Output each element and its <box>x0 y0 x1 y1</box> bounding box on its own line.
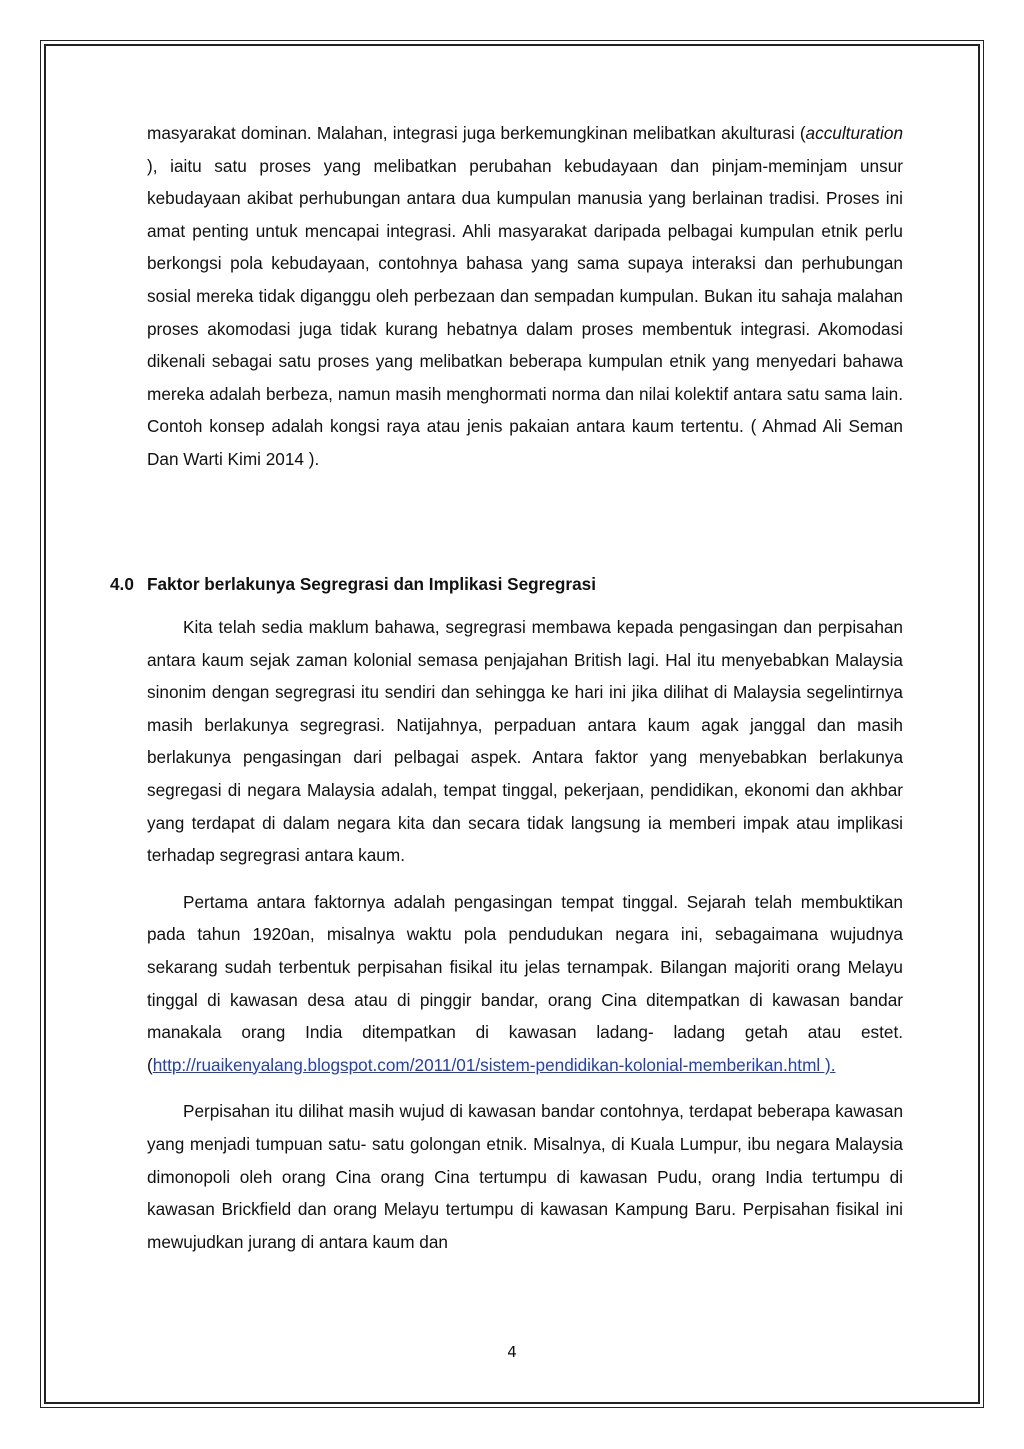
paragraph-residence: Pertama antara faktornya adalah pengasingan tempat tinggal. Sejarah telah membuktikan pada tahun 1920an, misalnya waktu pola pendudukan negara ini, sebagaimana wujudnya sekarang sudah terbentuk perpisahan fisikal itu jelas ternampak. Bilangan majoriti orang Melayu tinggal di kawasan desa atau di pinggir bandar, orang Cina ditempatkan di kawasan bandar manakala orang India ditempatkan di kawasan ladang- ladang getah atau estet. (http://ruaikenyalang.blogspot.com/2011/01/sistem-pendidikan-kolonial-memberikan.html ). <box>147 891 903 1075</box>
content-block-section <box>147 611 903 1258</box>
page-number: 4 <box>507 1343 517 1361</box>
section-title: Faktor berlakunya Segregrasi dan Implikasi Segregrasi <box>147 574 596 594</box>
paragraph-intro-segregation: Kita telah sedia maklum bahawa, segregrasi membawa kepada pengasingan dan perpisahan antara kaum sejak zaman kolonial semasa penjajahan British lagi. Hal itu menyebabkan Malaysia sinonim dengan segregrasi itu sendiri dan sehingga ke hari ini jika dilihat di Malaysia segelintirnya masih berlakunya segregrasi. Natijahnya, perpaduan antara kaum agak janggal dan masih berlakunya pengasingan dari pelbagai aspek. Antara faktor yang menyebabkan berlakunya segregasi di negara Malaysia adalah, tempat tinggal, pekerjaan, pendidikan, ekonomi dan akhbar yang terdapat di dalam negara kita dan secara tidak langsung ia memberi impak atau implikasi terhadap segregrasi antara kaum. <box>147 617 903 866</box>
section-heading <box>110 568 596 600</box>
content-block-top <box>147 117 903 476</box>
reference-link[interactable]: http://ruaikenyalang.blogspot.com/2011/01/sistem-pendidikan-kolonial-memberikan.html ). <box>152 1054 836 1075</box>
italic-term: acculturation <box>805 123 903 143</box>
paragraph-integration: masyarakat dominan. Malahan, integrasi juga berkemungkinan melibatkan akulturasi (acculturation ), iaitu satu proses yang melibatkan perubahan kebudayaan dan pinjam-meminjam unsur kebudayaan akibat perhubungan antara dua kumpulan manusia yang berlainan tradisi. Proses ini amat penting untuk mencapai integrasi. Ahli masyarakat daripada pelbagai kumpulan etnik perlu berkongsi pola kebudayaan, contohnya bahasa yang sama supaya interaksi dan perhubungan sosial mereka tidak diganggu oleh perbezaan dan sempadan kumpulan. Bukan itu sahaja malahan proses akomodasi juga tidak kurang hebatnya dalam proses membentuk integrasi. Akomodasi dikenali sebagai satu proses yang melibatkan beberapa kumpulan etnik yang menyedari bahawa mereka adalah berbeza, namun masih menghormati norma dan nilai kolektif antara satu sama lain. Contoh konsep adalah kongsi raya atau jenis pakaian antara kaum tertentu. ( Ahmad Ali Seman Dan Warti Kimi 2014 ). <box>147 123 903 469</box>
section-number: 4.0 <box>110 574 134 594</box>
paragraph-urban: Perpisahan itu dilihat masih wujud di kawasan bandar contohnya, terdapat beberapa kawasan yang menjadi tumpuan satu- satu golongan etnik. Misalnya, di Kuala Lumpur, ibu negara Malaysia dimonopoli oleh orang Cina orang Cina tertumpu di kawasan Pudu, orang India tertumpu di kawasan Brickfield dan orang Melayu tertumpu di kawasan Kampung Baru. Perpisahan fisikal ini mewujudkan jurang di antara kaum dan <box>147 1101 903 1252</box>
